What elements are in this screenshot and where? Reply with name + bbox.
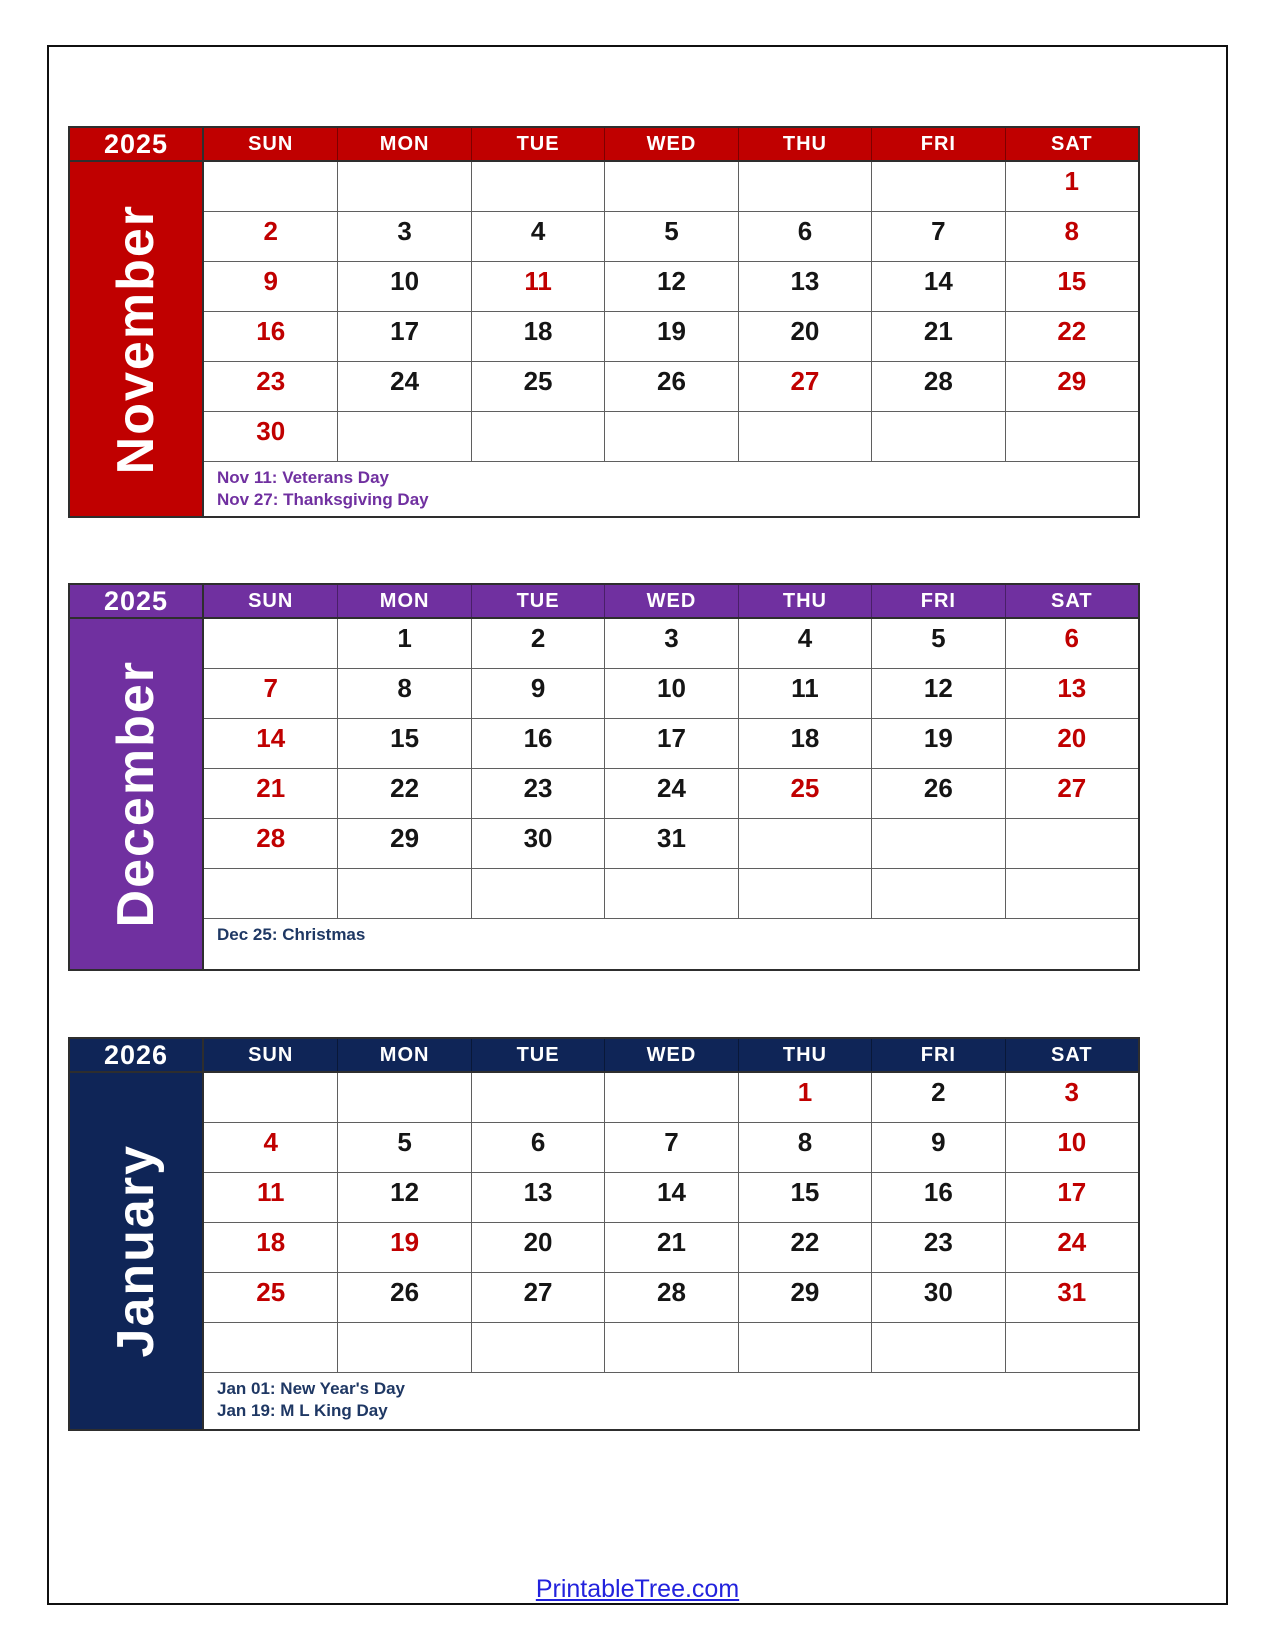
day-header-wed: WED <box>604 1039 737 1071</box>
date-cell: 26 <box>871 769 1004 819</box>
year-label: 2025 <box>70 585 202 619</box>
day-header-fri: FRI <box>871 1039 1004 1071</box>
day-header-row <box>204 128 1138 162</box>
date-cell: 22 <box>337 769 470 819</box>
date-cell: 20 <box>471 1223 604 1273</box>
date-cell <box>337 412 470 462</box>
date-cell <box>337 1323 470 1373</box>
date-cell <box>471 1323 604 1373</box>
week-row <box>204 1173 1138 1223</box>
date-cell <box>871 869 1004 919</box>
date-cell: 11 <box>471 262 604 312</box>
date-cell: 18 <box>204 1223 337 1273</box>
date-cell <box>604 1323 737 1373</box>
date-cell <box>738 819 871 869</box>
holiday-entry: Jan 01: New Year's Day <box>217 1379 406 1398</box>
week-row <box>204 619 1138 669</box>
date-cell: 25 <box>204 1273 337 1323</box>
day-header-wed: WED <box>604 585 737 617</box>
day-header-wed: WED <box>604 128 737 160</box>
day-header-mon: MON <box>337 1039 470 1071</box>
day-header-sat: SAT <box>1005 128 1138 160</box>
date-cell: 7 <box>604 1123 737 1173</box>
month-sidebar-january <box>70 1039 202 1429</box>
date-cell: 11 <box>738 669 871 719</box>
date-cell: 2 <box>871 1073 1004 1123</box>
holiday-list <box>204 462 1138 516</box>
week-row <box>204 1123 1138 1173</box>
date-cell: 5 <box>604 212 737 262</box>
date-cell: 10 <box>604 669 737 719</box>
date-cell: 13 <box>1005 669 1138 719</box>
day-header-fri: FRI <box>871 585 1004 617</box>
date-cell: 23 <box>204 362 337 412</box>
date-cell: 25 <box>738 769 871 819</box>
date-cell: 13 <box>738 262 871 312</box>
day-header-tue: TUE <box>471 128 604 160</box>
week-row <box>204 669 1138 719</box>
week-row <box>204 1223 1138 1273</box>
date-cell: 28 <box>871 362 1004 412</box>
date-cell <box>1005 412 1138 462</box>
date-cell: 27 <box>1005 769 1138 819</box>
holiday-list <box>204 1373 1138 1429</box>
date-cell: 17 <box>337 312 470 362</box>
date-cell: 9 <box>204 262 337 312</box>
date-cell: 12 <box>337 1173 470 1223</box>
date-cell: 3 <box>1005 1073 1138 1123</box>
date-cell: 4 <box>738 619 871 669</box>
date-cell: 21 <box>604 1223 737 1273</box>
day-header-sat: SAT <box>1005 1039 1138 1071</box>
holiday-list <box>204 919 1138 969</box>
date-cell <box>871 1323 1004 1373</box>
date-cell: 16 <box>871 1173 1004 1223</box>
week-row <box>204 262 1138 312</box>
date-cell <box>471 869 604 919</box>
date-cell: 6 <box>471 1123 604 1173</box>
month-name-label: December <box>107 660 165 928</box>
holiday-entry: Nov 11: Veterans Day <box>217 468 389 487</box>
date-cell: 16 <box>204 312 337 362</box>
date-cell: 7 <box>204 669 337 719</box>
date-cell: 15 <box>337 719 470 769</box>
date-cell: 17 <box>1005 1173 1138 1223</box>
year-label: 2025 <box>70 128 202 162</box>
date-cell: 30 <box>204 412 337 462</box>
date-cell: 10 <box>337 262 470 312</box>
date-cell <box>871 819 1004 869</box>
day-header-mon: MON <box>337 585 470 617</box>
date-cell: 17 <box>604 719 737 769</box>
date-cell: 23 <box>871 1223 1004 1273</box>
date-cell <box>1005 1323 1138 1373</box>
date-cell <box>738 1323 871 1373</box>
date-cell <box>738 162 871 212</box>
date-cell: 31 <box>604 819 737 869</box>
day-header-sun: SUN <box>248 1043 294 1066</box>
date-cell <box>337 1073 470 1123</box>
date-cell: 11 <box>204 1173 337 1223</box>
date-cell: 4 <box>471 212 604 262</box>
year-label: 2026 <box>70 1039 202 1073</box>
day-header-thu: THU <box>738 128 871 160</box>
date-cell: 9 <box>871 1123 1004 1173</box>
date-cell <box>337 162 470 212</box>
month-block-november <box>68 126 1140 518</box>
date-cell: 21 <box>204 769 337 819</box>
date-cell <box>471 412 604 462</box>
date-cell: 23 <box>471 769 604 819</box>
date-cell <box>471 162 604 212</box>
date-cell <box>871 162 1004 212</box>
date-cell: 5 <box>871 619 1004 669</box>
week-row <box>204 819 1138 869</box>
date-cell <box>204 1073 337 1123</box>
date-cell <box>738 412 871 462</box>
date-cell: 7 <box>871 212 1004 262</box>
date-cell: 26 <box>604 362 737 412</box>
month-sidebar-december <box>70 585 202 969</box>
date-cell <box>204 162 337 212</box>
date-cell: 12 <box>604 262 737 312</box>
date-cell: 29 <box>337 819 470 869</box>
date-cell: 27 <box>738 362 871 412</box>
date-cell: 20 <box>738 312 871 362</box>
date-cell: 30 <box>471 819 604 869</box>
date-cell: 4 <box>204 1123 337 1173</box>
date-cell: 31 <box>1005 1273 1138 1323</box>
date-cell: 14 <box>871 262 1004 312</box>
date-cell: 6 <box>1005 619 1138 669</box>
week-row <box>204 362 1138 412</box>
date-cell <box>604 1073 737 1123</box>
week-row <box>204 1073 1138 1123</box>
date-cell: 28 <box>604 1273 737 1323</box>
date-cell: 20 <box>1005 719 1138 769</box>
date-cell <box>738 869 871 919</box>
date-cell <box>1005 819 1138 869</box>
holiday-entry: Dec 25: Christmas <box>217 925 366 944</box>
day-header-tue: TUE <box>471 1039 604 1071</box>
day-header-sun: SUN <box>248 589 294 612</box>
week-row <box>204 312 1138 362</box>
date-cell: 5 <box>337 1123 470 1173</box>
footer-site-link[interactable]: PrintableTree.com <box>535 1575 740 1603</box>
date-cell: 21 <box>871 312 1004 362</box>
date-grid <box>204 1073 1138 1373</box>
week-row <box>204 412 1138 462</box>
date-cell: 8 <box>738 1123 871 1173</box>
holiday-entry: Jan 19: M L King Day <box>217 1401 388 1421</box>
day-header-mon: MON <box>337 128 470 160</box>
date-cell <box>1005 869 1138 919</box>
date-cell: 6 <box>738 212 871 262</box>
date-cell: 12 <box>871 669 1004 719</box>
date-cell <box>871 412 1004 462</box>
day-header-tue: TUE <box>471 585 604 617</box>
month-block-january <box>68 1037 1140 1431</box>
date-cell: 22 <box>1005 312 1138 362</box>
month-sidebar-november <box>70 128 202 516</box>
date-cell: 1 <box>337 619 470 669</box>
holiday-entry: Nov 27: Thanksgiving Day <box>217 490 429 510</box>
week-row <box>204 162 1138 212</box>
date-cell: 1 <box>1005 162 1138 212</box>
date-cell <box>337 869 470 919</box>
date-cell <box>204 869 337 919</box>
date-cell: 3 <box>604 619 737 669</box>
day-header-row <box>204 1039 1138 1073</box>
date-cell: 25 <box>471 362 604 412</box>
week-row <box>204 1273 1138 1323</box>
month-name-label: January <box>107 1144 165 1358</box>
date-cell: 29 <box>1005 362 1138 412</box>
date-cell: 1 <box>738 1073 871 1123</box>
date-cell: 19 <box>337 1223 470 1273</box>
date-cell: 3 <box>337 212 470 262</box>
date-cell: 24 <box>337 362 470 412</box>
date-cell: 9 <box>471 669 604 719</box>
date-cell: 10 <box>1005 1123 1138 1173</box>
date-cell: 28 <box>204 819 337 869</box>
day-header-fri: FRI <box>871 128 1004 160</box>
date-cell <box>204 1323 337 1373</box>
week-row <box>204 212 1138 262</box>
date-cell <box>471 1073 604 1123</box>
date-cell: 15 <box>1005 262 1138 312</box>
date-cell: 24 <box>1005 1223 1138 1273</box>
date-cell: 27 <box>471 1273 604 1323</box>
date-grid <box>204 619 1138 919</box>
date-cell: 22 <box>738 1223 871 1273</box>
date-cell: 24 <box>604 769 737 819</box>
date-cell: 18 <box>471 312 604 362</box>
week-row <box>204 1323 1138 1373</box>
date-cell: 15 <box>738 1173 871 1223</box>
day-header-thu: THU <box>738 585 871 617</box>
month-name-label: November <box>107 203 165 475</box>
week-row <box>204 769 1138 819</box>
week-row <box>204 869 1138 919</box>
date-cell: 19 <box>604 312 737 362</box>
date-cell: 19 <box>871 719 1004 769</box>
date-cell: 8 <box>1005 212 1138 262</box>
date-cell <box>204 619 337 669</box>
date-cell <box>604 162 737 212</box>
day-header-thu: THU <box>738 1039 871 1071</box>
date-cell: 2 <box>204 212 337 262</box>
date-cell: 26 <box>337 1273 470 1323</box>
date-cell: 18 <box>738 719 871 769</box>
day-header-sat: SAT <box>1005 585 1138 617</box>
footer <box>49 1575 1226 1604</box>
page-border-frame <box>47 45 1228 1605</box>
date-grid <box>204 162 1138 462</box>
date-cell: 16 <box>471 719 604 769</box>
date-cell: 29 <box>738 1273 871 1323</box>
date-cell: 13 <box>471 1173 604 1223</box>
week-row <box>204 719 1138 769</box>
date-cell: 14 <box>204 719 337 769</box>
month-block-december <box>68 583 1140 971</box>
date-cell: 30 <box>871 1273 1004 1323</box>
date-cell: 14 <box>604 1173 737 1223</box>
date-cell <box>604 412 737 462</box>
day-header-sun: SUN <box>248 132 294 155</box>
date-cell: 8 <box>337 669 470 719</box>
date-cell: 2 <box>471 619 604 669</box>
date-cell <box>604 869 737 919</box>
day-header-row <box>204 585 1138 619</box>
